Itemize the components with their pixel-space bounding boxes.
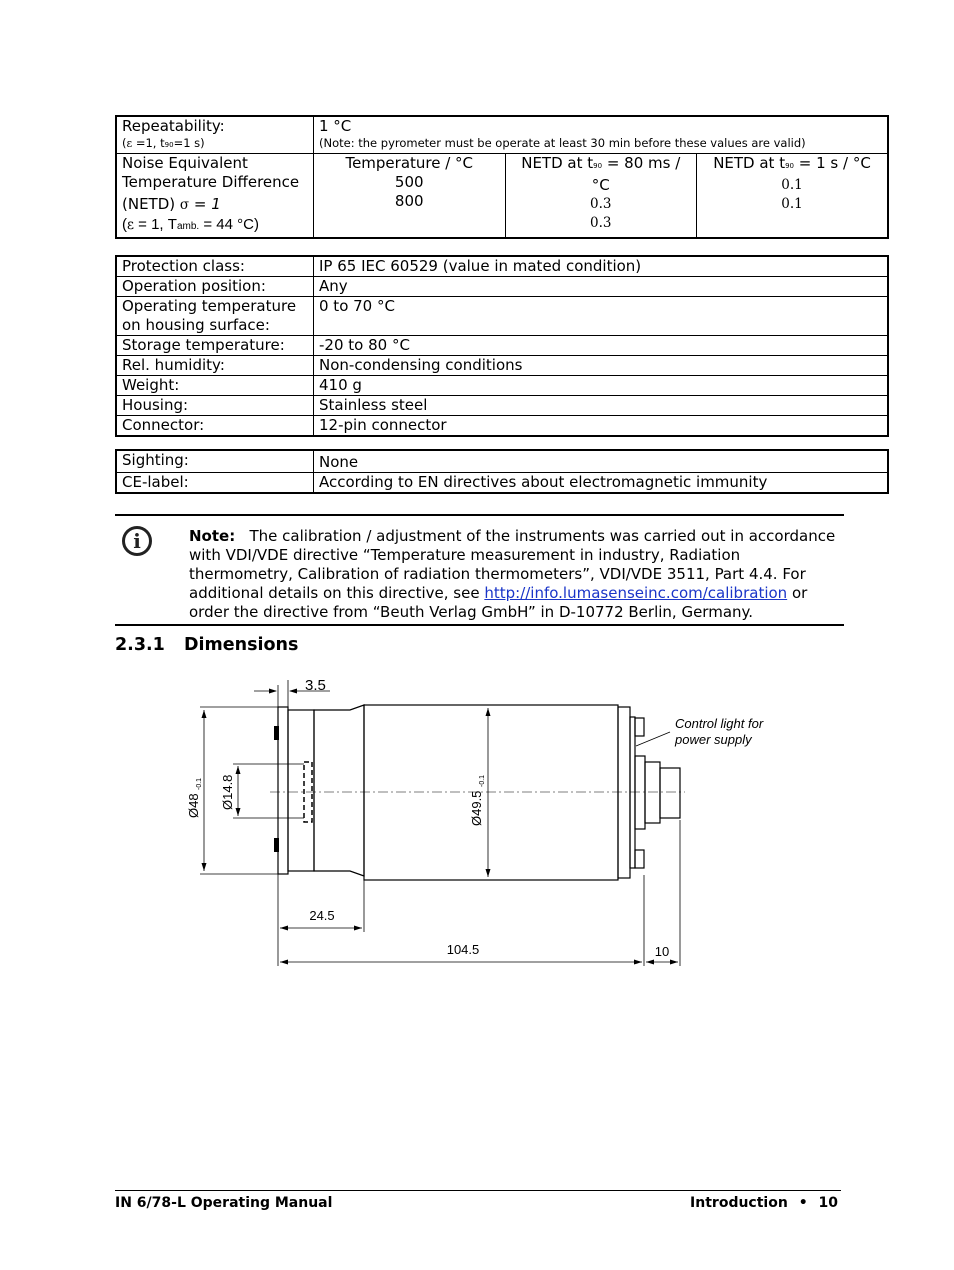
row-label: Protection class: (116, 256, 314, 277)
table-row (116, 376, 888, 396)
table-row (116, 256, 888, 277)
row-label: CE-label: (116, 473, 314, 494)
dim-104-5-label: 104.5 (446, 942, 480, 957)
section-heading (115, 635, 298, 655)
dim-14-8-label: Ø14.8 (220, 774, 235, 810)
table-row (116, 450, 888, 473)
front-flange (278, 707, 288, 874)
row-value: Any (314, 277, 889, 297)
footer-section: Introduction (690, 1195, 788, 1211)
netd-80ms-column (505, 154, 697, 238)
row-value: According to EN directives about electromagnetic immunity (314, 473, 889, 494)
table-row (116, 356, 888, 376)
table-row (116, 473, 888, 494)
netd-label-line-2: Temperature Difference (122, 173, 300, 191)
netd-80ms-value: 0.3 (590, 215, 612, 231)
repeatability-value-cell (314, 116, 889, 154)
dim-49-5-tolerance: -0.1 (479, 774, 486, 787)
rear-cap (630, 717, 635, 868)
netd-1s-value: 0.1 (781, 196, 803, 212)
dim-3-5-label: 3.5 (305, 677, 326, 694)
repeatability-label: Repeatability: (122, 117, 225, 135)
callout-line-2: power supply (675, 732, 752, 747)
netd-80ms-value: 0.3 (590, 196, 612, 212)
table-row (116, 277, 888, 297)
row-value: None (314, 450, 889, 473)
main-body (364, 705, 618, 880)
row-label: Rel. humidity: (116, 356, 314, 376)
table-row (116, 297, 888, 336)
row-label: Operating temperature on housing surface: (116, 297, 314, 336)
row-value: -20 to 80 °C (314, 336, 889, 356)
connector-body (645, 762, 660, 823)
row-label: Storage temperature: (116, 336, 314, 356)
repeatability-note: (Note: the pyrometer must be operate at least 30 min before these values are valid) (319, 136, 806, 150)
front-body (314, 705, 364, 876)
row-value: Non-condensing conditions (314, 356, 889, 376)
repeatability-label-cell (116, 116, 314, 154)
footer-page-number: 10 (818, 1195, 838, 1211)
netd-label-line-3: (NETD) σ = 1 (122, 195, 221, 213)
netd-1s-value: 0.1 (781, 177, 803, 193)
dim-10-label: 10 (654, 944, 670, 959)
info-icon: i (122, 526, 152, 556)
row-label: Connector: (116, 416, 314, 437)
calibration-link[interactable]: http://info.lumasenseinc.com/calibration (484, 584, 788, 602)
callout-line-1: Control light for (675, 716, 764, 731)
row-value: IP 65 IEC 60529 (value in mated condition) (314, 256, 889, 277)
note-label: Note: (189, 527, 236, 545)
control-light (635, 718, 644, 736)
dim-49-5-label: Ø49.5 (469, 790, 484, 826)
table-row (116, 336, 888, 356)
row-value: 12-pin connector (314, 416, 889, 437)
row-value: Stainless steel (314, 396, 889, 416)
row-label: Weight: (116, 376, 314, 396)
row-label: Housing: (116, 396, 314, 416)
temperature-value: 800 (394, 192, 424, 210)
connector-plug (660, 768, 680, 818)
front-mark (274, 726, 279, 740)
netd-label-line-1: Noise Equivalent (122, 154, 248, 172)
spec-table-repeatability (115, 115, 889, 239)
calibration-note (115, 514, 844, 626)
temperature-value: 500 (394, 173, 424, 191)
repeatability-condition: (ε =1, t90=1 s) (122, 136, 205, 150)
section-title: Dimensions (184, 635, 299, 655)
dimension-drawing (170, 670, 790, 980)
dim-24-5-label: 24.5 (309, 908, 335, 923)
note-body: The calibration / adjustment of the instruments was carried out in accordance with VDI/VDE directive “Temperature measurement in industry, Radiation thermometry, Calibration of radiation thermometers”, VDI/VDE 3511, Part 4.4. For additional details on this directive, see (189, 527, 836, 602)
netd-label-line-4: (ε = 1, Tamb. = 44 °C) (122, 216, 259, 233)
row-value: 0 to 70 °C (314, 297, 889, 336)
connector-base (635, 756, 645, 829)
front-ring (288, 710, 314, 871)
note-body-end: or order the directive from “Beuth Verlag GmbH” in D-10772 Berlin, Germany. (189, 584, 808, 621)
table-row (116, 396, 888, 416)
temperature-column (314, 154, 506, 238)
rear-plate (618, 707, 630, 878)
spec-table-sighting (115, 449, 889, 494)
netd-1s-header: NETD at t90 = 1 s / °C (713, 154, 871, 172)
footer-page-info (690, 1195, 838, 1211)
footer-manual-title: IN 6/78-L Operating Manual (115, 1195, 333, 1211)
footer-rule (115, 1190, 841, 1191)
note-text (189, 527, 839, 622)
netd-1s-column (697, 154, 889, 238)
row-label: Sighting: (116, 450, 314, 473)
section-number: 2.3.1 (115, 635, 165, 655)
netd-80ms-header: NETD at t90 = 80 ms / °C (521, 154, 681, 194)
dim-48-label: Ø48 (186, 793, 201, 818)
table-row (116, 416, 888, 437)
rear-tab (635, 850, 644, 868)
front-mark (274, 838, 279, 852)
temperature-header: Temperature / °C (345, 154, 474, 172)
footer-bullet: • (798, 1195, 808, 1211)
dim-48-tolerance: -0.1 (196, 777, 203, 790)
spec-table-environment (115, 255, 889, 437)
repeatability-value: 1 °C (319, 117, 352, 135)
row-value: 410 g (314, 376, 889, 396)
row-label: Operation position: (116, 277, 314, 297)
netd-label-cell (116, 154, 314, 238)
